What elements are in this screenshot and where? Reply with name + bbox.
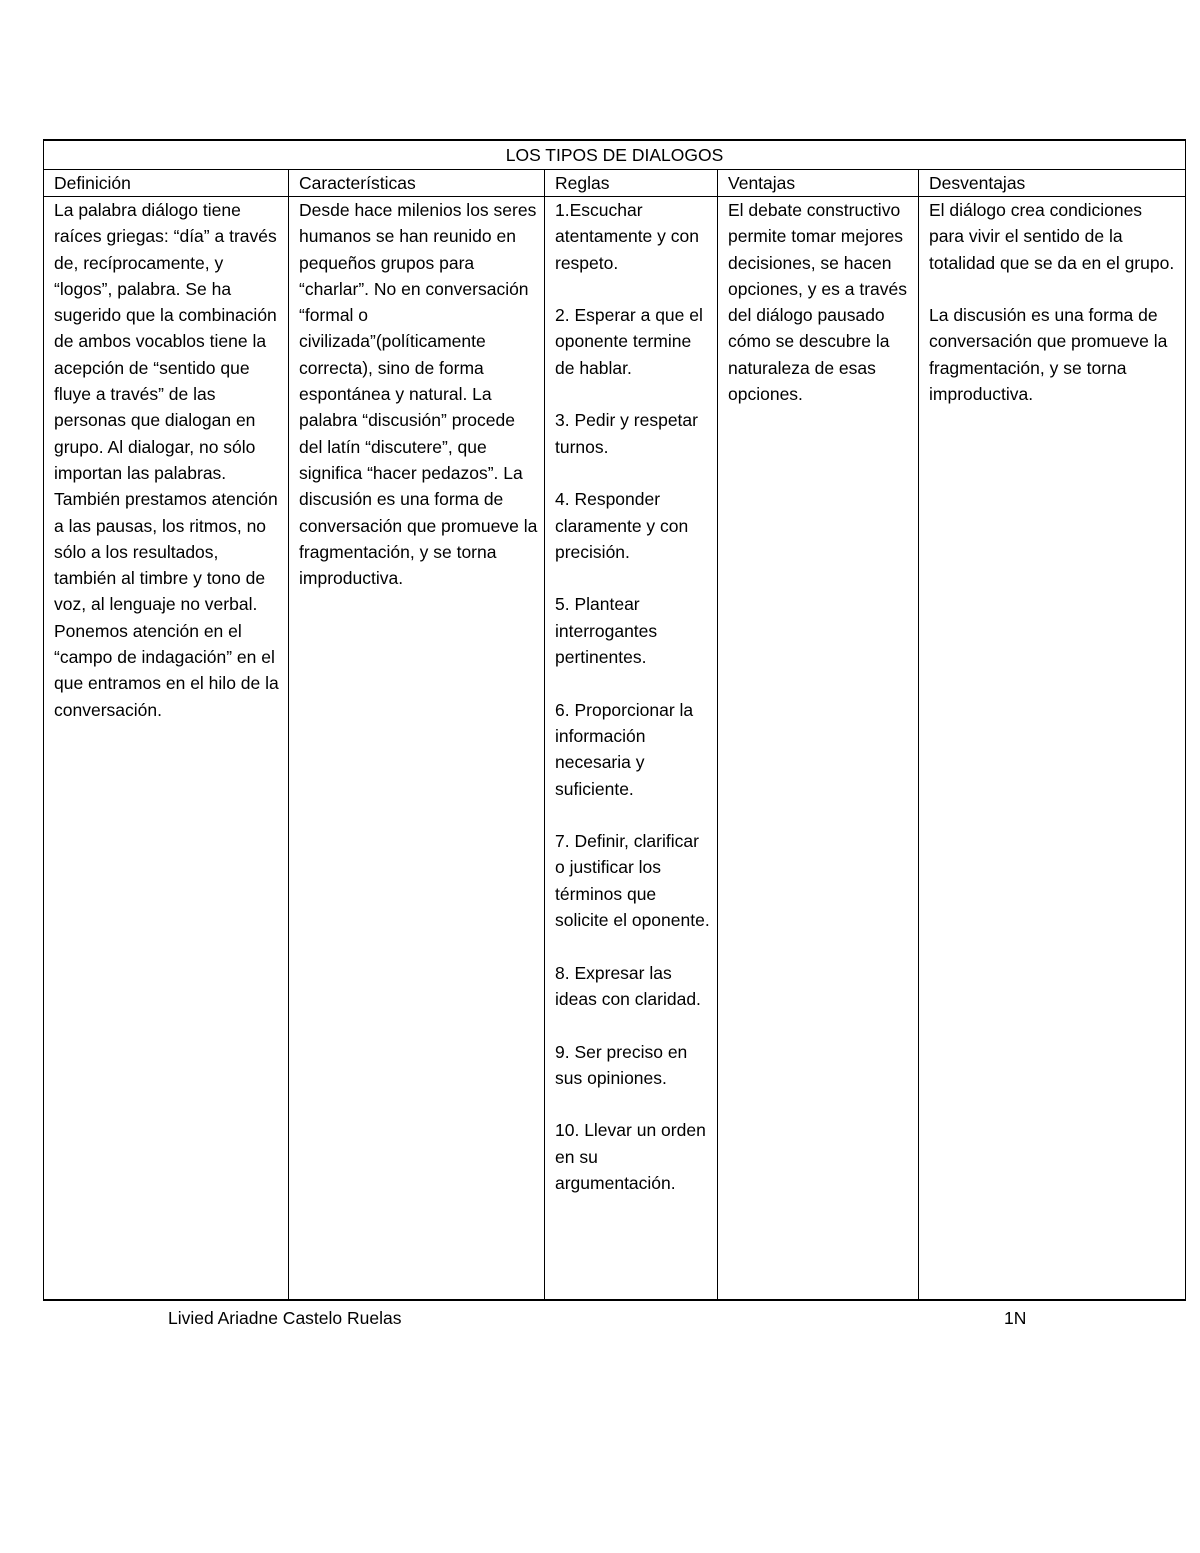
regla-item: 7. Definir, clarificar o justificar los términos que solicite el oponente. bbox=[555, 831, 710, 931]
desventajas-text-2: La discusión es una forma de conversación que promueve la fragmentación, y se torna improductiva. bbox=[929, 305, 1173, 405]
regla-item: 2. Esperar a que el oponente termine de hablar. bbox=[555, 305, 703, 378]
header-reglas: Reglas bbox=[545, 170, 718, 197]
cell-definicion bbox=[44, 197, 289, 1301]
desventajas-text-1: El diálogo crea condiciones para vivir el sentido de la totalidad que se da en el grupo. bbox=[929, 200, 1175, 273]
table-title: LOS TIPOS DE DIALOGOS bbox=[44, 140, 1186, 170]
header-definicion: Definición bbox=[44, 170, 289, 197]
regla-item: 4. Responder claramente y con precisión. bbox=[555, 489, 689, 562]
cell-reglas bbox=[545, 197, 718, 1301]
regla-item: 3. Pedir y respetar turnos. bbox=[555, 410, 698, 457]
header-ventajas: Ventajas bbox=[718, 170, 919, 197]
cell-caracteristicas bbox=[289, 197, 545, 1301]
group-label: 1N bbox=[1004, 1308, 1027, 1328]
cell-desventajas bbox=[919, 197, 1186, 1301]
dialog-types-table bbox=[43, 139, 1186, 1301]
cell-ventajas bbox=[718, 197, 919, 1301]
regla-item: 9. Ser preciso en sus opiniones. bbox=[555, 1041, 688, 1088]
regla-item: 1.Escuchar atentamente y con respeto. bbox=[555, 200, 699, 273]
regla-item: 5. Plantear interrogantes pertinentes. bbox=[555, 594, 658, 668]
ventajas-text: El debate constructivo permite tomar mejores decisiones, se hacen opciones, y es a través del diálogo pausado cómo se descubre la naturaleza de esas opciones. bbox=[728, 200, 912, 405]
header-caracteristicas: Características bbox=[289, 170, 545, 197]
regla-item: 8. Expresar las ideas con claridad. bbox=[555, 962, 701, 1009]
regla-item: 10. Llevar un orden en su argumentación. bbox=[555, 1120, 706, 1193]
header-desventajas: Desventajas bbox=[919, 170, 1186, 197]
caracteristicas-text: Desde hace milenios los seres humanos se han reunido en pequeños grupos para “charlar”. No en conversación “formal o civilizada”(políticamente correcta), sino de forma espontánea y natural. La palabra “discusión” procede del latín “discutere”, que significa “hacer pedazos”. La discusión es una forma de conversación que promueve la fragmentación, y se torna improductiva. bbox=[299, 200, 543, 589]
author-name: Livied Ariadne Castelo Ruelas bbox=[168, 1308, 402, 1328]
definicion-text: La palabra diálogo tiene raíces griegas: “día” a través de, recíprocamente, y “logos”, palabra. Se ha sugerido que la combinación de ambos vocablos tiene la acepción de “sentido que fluye a través” de las personas que dialogan en grupo. Al dialogar, no sólo importan las palabras. También prestamos atención a las pausas, los ritmos, no sólo a los resultados, también al timbre y tono de voz, al lenguaje no verbal. Ponemos atención en el “campo de indagación” en el que entramos en el hilo de la conversación. bbox=[54, 200, 284, 720]
regla-item: 6. Proporcionar la información necesaria y suficiente. bbox=[555, 699, 694, 799]
